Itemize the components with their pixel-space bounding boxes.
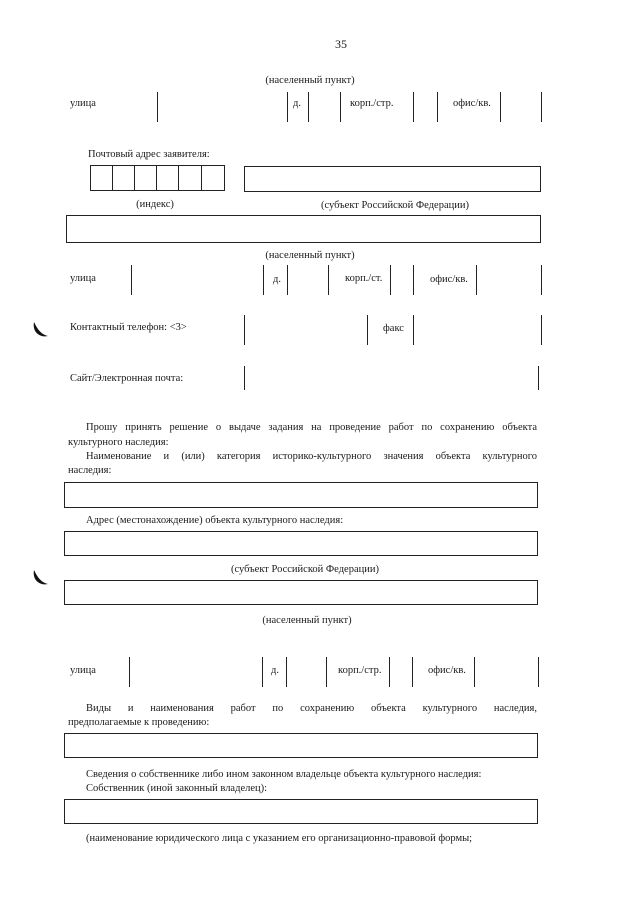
field-divider xyxy=(541,315,542,345)
field-divider xyxy=(263,265,264,295)
field-divider xyxy=(538,366,539,390)
field-divider xyxy=(287,265,288,295)
field-divider xyxy=(340,92,341,122)
field-divider xyxy=(412,657,413,687)
settlement-caption: (населенный пункт) xyxy=(265,75,355,86)
field-divider xyxy=(367,315,368,345)
field-divider xyxy=(129,657,130,687)
index-cell[interactable] xyxy=(134,165,157,191)
object-name-label: Наименование и (или) категория историко-культурного значения объекта культурного xyxy=(86,451,537,462)
field-divider xyxy=(541,265,542,295)
object-address-title: Адрес (местонахождение) объекта культурного наследия: xyxy=(86,515,344,526)
object-name-field[interactable] xyxy=(64,482,538,508)
settlement-caption: (населенный пункт) xyxy=(265,250,355,261)
index-cell[interactable] xyxy=(178,165,202,191)
index-cell[interactable] xyxy=(112,165,135,191)
street-label: улица xyxy=(70,665,96,676)
house-label: д. xyxy=(293,98,301,109)
field-divider xyxy=(476,265,477,295)
settlement-field[interactable] xyxy=(64,580,538,605)
subject-caption: (субъект Российской Федерации) xyxy=(321,200,469,211)
settlement-caption: (населенный пункт) xyxy=(262,615,352,626)
object-address-field[interactable] xyxy=(64,531,538,556)
index-cell[interactable] xyxy=(90,165,113,191)
field-divider xyxy=(437,92,438,122)
street-label: улица xyxy=(70,273,96,284)
field-divider xyxy=(286,657,287,687)
owner-caption: (наименование юридического лица с указанием его организационно-правовой формы; xyxy=(86,833,473,844)
works-label: предполагаемые к проведению: xyxy=(68,717,210,728)
field-divider xyxy=(131,265,132,295)
building-label: корп./стр. xyxy=(338,665,382,676)
settlement-field[interactable] xyxy=(66,215,541,243)
site-email-label: Сайт/Электронная почта: xyxy=(70,373,184,384)
street-label: улица xyxy=(70,98,96,109)
index-cell[interactable] xyxy=(156,165,179,191)
field-divider xyxy=(244,315,245,345)
subject-caption: (субъект Российской Федерации) xyxy=(231,564,379,575)
subject-field[interactable] xyxy=(244,166,541,192)
field-divider xyxy=(308,92,309,122)
works-label: Виды и наименования работ по сохранению объекта культурного наследия, xyxy=(86,703,537,714)
field-divider xyxy=(157,92,158,122)
works-field[interactable] xyxy=(64,733,538,758)
index-cell[interactable] xyxy=(201,165,225,191)
building-label: корп./стр. xyxy=(350,98,394,109)
house-label: д. xyxy=(271,665,279,676)
request-text: Прошу принять решение о выдаче задания на проведение работ по сохранению объекта xyxy=(86,422,537,433)
office-label: офис/кв. xyxy=(428,665,466,676)
field-divider xyxy=(326,657,327,687)
field-divider xyxy=(541,92,542,122)
field-divider xyxy=(244,366,245,390)
office-label: офис/кв. xyxy=(453,98,491,109)
owner-field[interactable] xyxy=(64,799,538,824)
field-divider xyxy=(538,657,539,687)
owner-info-title: Сведения о собственнике либо ином законном владельце объекта культурного наследия: xyxy=(86,769,482,780)
field-divider xyxy=(474,657,475,687)
office-label: офис/кв. xyxy=(430,274,468,285)
owner-label: Собственник (иной законный владелец): xyxy=(86,783,268,794)
object-name-label: наследия: xyxy=(68,465,112,476)
phone-label: Контактный телефон: <3> xyxy=(70,322,187,333)
field-divider xyxy=(389,657,390,687)
page-number: 35 xyxy=(335,37,347,51)
field-divider xyxy=(413,315,414,345)
punch-hole-mark xyxy=(30,566,50,588)
postal-address-title: Почтовый адрес заявителя: xyxy=(88,149,210,160)
field-divider xyxy=(390,265,391,295)
field-divider xyxy=(413,92,414,122)
field-divider xyxy=(413,265,414,295)
field-divider xyxy=(328,265,329,295)
punch-hole-mark xyxy=(30,318,50,340)
field-divider xyxy=(500,92,501,122)
index-caption: (индекс) xyxy=(136,199,174,210)
building-label: корп./ст. xyxy=(345,273,383,284)
field-divider xyxy=(262,657,263,687)
fax-label: факс xyxy=(383,323,404,334)
house-label: д. xyxy=(273,274,281,285)
request-text: культурного наследия: xyxy=(68,437,169,448)
field-divider xyxy=(287,92,288,122)
